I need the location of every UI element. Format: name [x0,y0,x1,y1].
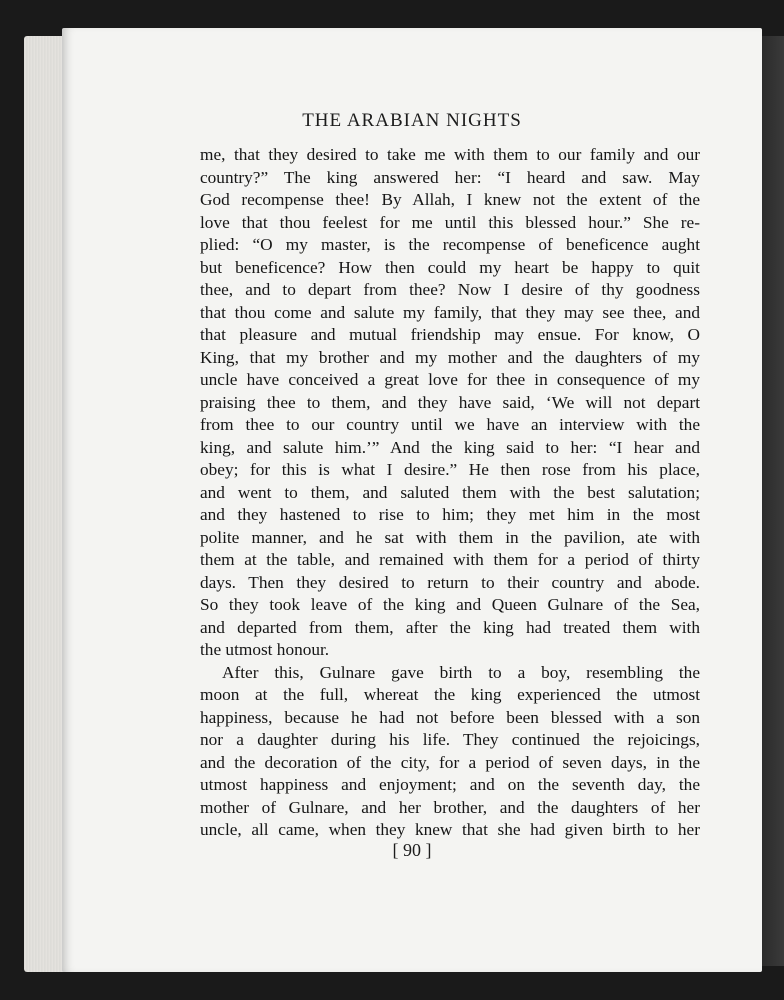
text-line: and departed from them, after the king had treated them with [200,617,700,637]
text-line: that thou come and salute my family, that they may see thee, and [200,302,700,322]
text-line: that pleasure and mutual friendship may ensue. For know, O [200,325,700,344]
text-line: and went to them, and saluted them with the best salutation; [200,482,700,502]
text-line: God recompense thee! By Allah, I knew not the extent of the [200,190,700,209]
text-line: obey; for this is what I desire.” He then rose from his place, [200,460,700,479]
text-line: nor a daughter during his life. They continued the rejoicings, [200,730,700,749]
running-head: THE ARABIAN NIGHTS [302,110,522,131]
body-text [200,144,700,842]
text-line: So they took leave of the king and Queen Gulnare of the Sea, [200,595,700,614]
text-line: and the decoration of the city, for a period of seven days, in the [200,752,700,772]
text-line: days. Then they desired to return to their country and abode. [200,572,700,592]
text-line: them at the table, and remained with them for a period of thirty [200,550,700,569]
text-line: but beneficence? How then could my heart be happy to quit [200,257,700,277]
text-line: love that thou feelest for me until this blessed hour.” She re- [200,212,700,232]
text-line: praising thee to them, and they have said, ‘We will not depart [200,392,700,412]
text-line: from thee to our country until we have an interview with the [200,415,700,434]
text-line: moon at the full, whereat the king experienced the utmost [200,685,700,704]
text-line: King, that my brother and my mother and the daughters of my [200,347,700,367]
paragraph-start-line: After this, Gulnare gave birth to a boy, resembling the [222,662,700,682]
text-line: happiness, because he had not before been blessed with a son [200,707,700,727]
text-line: and they hastened to rise to him; they met him in the most [200,505,700,524]
text-line: thee, and to depart from thee? Now I desire of thy goodness [200,280,700,299]
text-line: uncle have conceived a great love for thee in consequence of my [200,370,700,389]
text-line: utmost happiness and enjoyment; and on the seventh day, the [200,775,700,794]
facing-page-edge [762,36,784,966]
text-line: uncle, all came, when they knew that she had given birth to her [200,820,700,839]
book-page [62,28,762,972]
text-line: me, that they desired to take me with them to our family and our [200,145,700,164]
text-line: polite manner, and he sat with them in the pavilion, ate with [200,527,700,547]
text-line: king, and salute him.’” And the king said to her: “I hear and [200,437,700,457]
paragraph-end-line: the utmost honour. [200,640,330,659]
text-line: country?” The king answered her: “I heard and saw. May [200,167,700,187]
text-line: plied: “O my master, is the recompense of beneficence aught [200,235,700,254]
text-line: mother of Gulnare, and her brother, and the daughters of her [200,797,700,817]
page-number: [ 90 ] [392,840,432,860]
